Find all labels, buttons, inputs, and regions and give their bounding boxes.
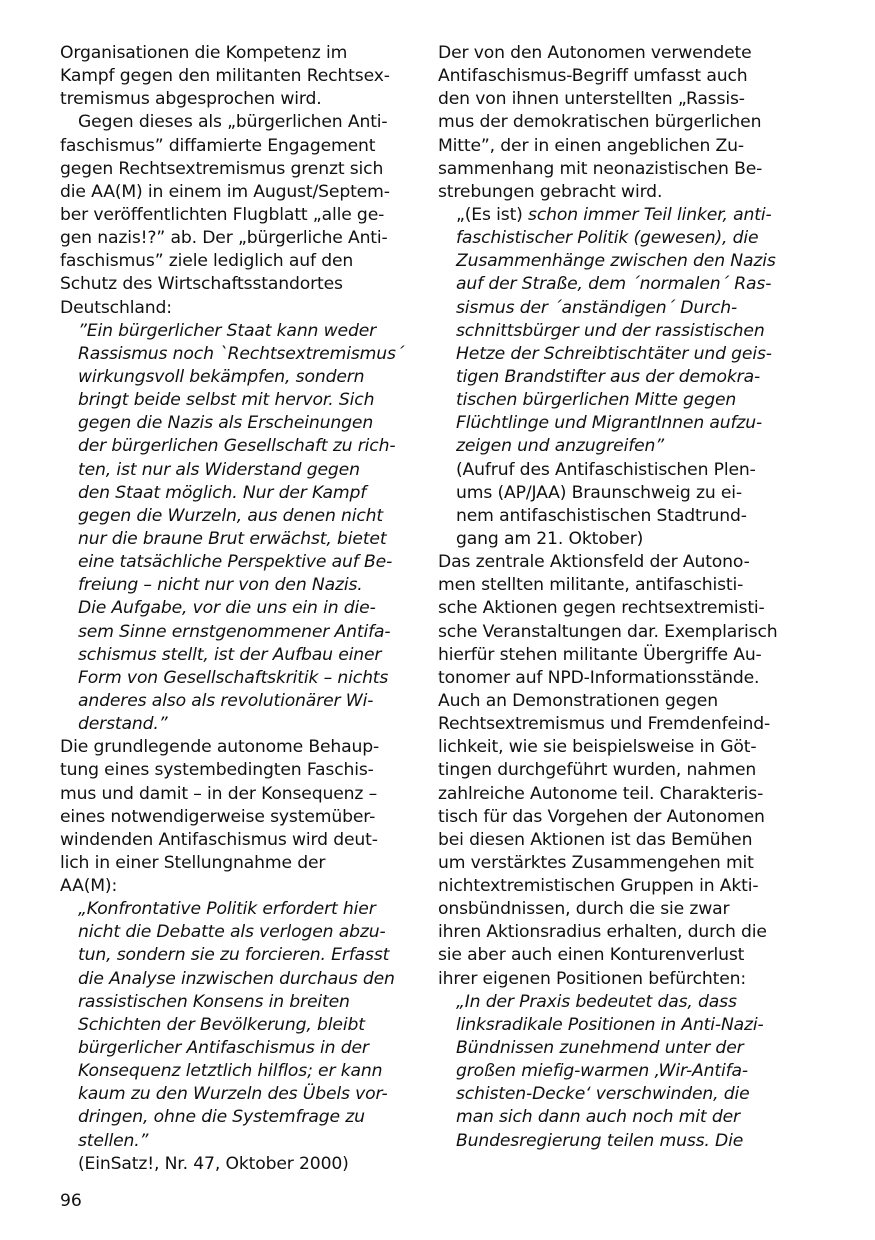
text-line: Die grundlegende autonome Behaup- bbox=[60, 737, 380, 758]
quote-line: Konsequenz letztlich hilflos; er kann bbox=[78, 1061, 383, 1082]
text-line: sche Veranstaltungen dar. Exemplarisch bbox=[438, 621, 778, 642]
right-quote-1 bbox=[438, 204, 783, 551]
quote-line: rassistischen Konsens in breiten bbox=[78, 991, 350, 1012]
quote-source: gang am 21. Oktober) bbox=[456, 528, 644, 549]
text-line: nichtextremistischen Gruppen in Akti- bbox=[438, 876, 759, 897]
text-line: den von ihnen unterstellten „Rassis- bbox=[438, 89, 745, 110]
text-line: Auch an Demonstrationen gegen bbox=[438, 690, 718, 711]
text-line: onsbündnissen, durch die sie zwar bbox=[438, 899, 730, 920]
quote-line: wirkungsvoll bekämpfen, sondern bbox=[78, 366, 365, 387]
text-line: Mitte”, der in einen angeblichen Zu- bbox=[438, 135, 744, 156]
text-line: faschismus” diffamierte Engagement bbox=[60, 135, 376, 156]
quote-line: kaum zu den Wurzeln des Übels vor- bbox=[78, 1084, 388, 1105]
text-line: sie aber auch einen Konturenverlust bbox=[438, 945, 745, 966]
quote-source: (EinSatz!, Nr. 47, Oktober 2000) bbox=[78, 1153, 349, 1174]
quote-line: derstand.” bbox=[78, 714, 168, 735]
right-paragraph-1 bbox=[438, 42, 783, 204]
quote-line: Die Aufgabe, vor die uns ein in die- bbox=[78, 598, 376, 619]
text-line: strebungen gebracht wird. bbox=[438, 181, 663, 202]
text-line: Rechtsextremismus und Fremdenfeind- bbox=[438, 714, 771, 735]
quote-first-line: schon immer Teil linker, anti- bbox=[528, 204, 772, 225]
text-line: um verstärktes Zusammengehen mit bbox=[438, 852, 754, 873]
quote-line: zeigen und anzugreifen” bbox=[456, 436, 665, 457]
quote-line: freiung – nicht nur von den Nazis. bbox=[78, 575, 363, 596]
text-line: windenden Antifaschismus wird deut- bbox=[60, 829, 378, 850]
quote-line: schismus stellt, ist der Aufbau einer bbox=[78, 644, 382, 665]
quote-line: Form von Gesellschaftskritik – nichts bbox=[78, 667, 389, 688]
quote-line: den Staat möglich. Nur der Kampf bbox=[78, 482, 367, 503]
quote-prefix: „(Es ist) bbox=[456, 204, 529, 225]
text-line: bei diesen Aktionen ist das Bemühen bbox=[438, 829, 753, 850]
text-line: lichkeit, wie sie beispielsweise in Göt- bbox=[438, 737, 757, 758]
text-line: hierfür stehen militante Übergriffe Au- bbox=[438, 644, 762, 665]
text-line: mus der demokratischen bürgerlichen bbox=[438, 112, 762, 133]
quote-line: Bundesregierung teilen muss. Die bbox=[456, 1130, 744, 1151]
quote-line: ten, ist nur als Widerstand gegen bbox=[78, 459, 360, 480]
quote-line: ”Ein bürgerlicher Staat kann weder bbox=[78, 320, 377, 341]
text-line: tremismus abgesprochen wird. bbox=[60, 89, 322, 110]
quote-line: tischen bürgerlichen Mitte gegen bbox=[456, 390, 737, 411]
quote-line: gegen die Nazis als Erscheinungen bbox=[78, 413, 374, 434]
text-line: men stellten militante, antifaschisti- bbox=[438, 575, 744, 596]
quote-source: ums (AP/JAA) Braunschweig zu ei- bbox=[456, 482, 742, 503]
quote-line: bringt beide selbst mit hervor. Sich bbox=[78, 390, 375, 411]
quote-line: man sich dann auch noch mit der bbox=[456, 1107, 740, 1128]
quote-line: „Konfrontative Politik erfordert hier bbox=[78, 899, 376, 920]
quote-line: Zusammenhänge zwischen den Nazis bbox=[456, 251, 776, 272]
quote-line: nur die braune Brut erwächst, bietet bbox=[78, 528, 387, 549]
text-line: tonomer auf NPD-Informationsstände. bbox=[438, 667, 760, 688]
text-line: sche Aktionen gegen rechtsextremisti- bbox=[438, 598, 765, 619]
quote-line: der bürgerlichen Gesellschaft zu rich- bbox=[78, 436, 396, 457]
quote-line: sismus der ´anständigen´ Durch- bbox=[456, 297, 738, 318]
quote-line: Schichten der Bevölkerung, bleibt bbox=[78, 1014, 365, 1035]
quote-line: dringen, ohne die Systemfrage zu bbox=[78, 1107, 365, 1128]
text-line: gen nazis!?” ab. Der „bürgerliche Anti- bbox=[60, 228, 388, 249]
text-line: Schutz des Wirtschaftsstandortes bbox=[60, 274, 343, 295]
left-paragraph-2 bbox=[60, 111, 405, 319]
quote-line: stellen.” bbox=[78, 1130, 149, 1151]
quote-line bbox=[438, 204, 783, 227]
text-line: zahlreiche Autonome teil. Charakteris- bbox=[438, 783, 764, 804]
text-line: lich in einer Stellungnahme der bbox=[60, 852, 326, 873]
quote-source: nem antifaschistischen Stadtrund- bbox=[456, 505, 747, 526]
quote-line: großen miefig-warmen ‚Wir-Antifa- bbox=[456, 1061, 748, 1082]
text-line: AA(M): bbox=[60, 876, 118, 897]
quote-line: schnittsbürger und der rassistischen bbox=[456, 320, 765, 341]
text-line: tingen durchgeführt wurden, nahmen bbox=[438, 760, 757, 781]
page-number: 96 bbox=[60, 1191, 82, 1211]
text-line: Der von den Autonomen verwendete bbox=[438, 43, 752, 63]
text-line: ber veröffentlichten Flugblatt „alle ge- bbox=[60, 204, 385, 225]
left-column bbox=[60, 42, 405, 1176]
quote-line: anderes also als revolutionärer Wi- bbox=[78, 690, 374, 711]
text-line: Organisationen die Kompetenz im bbox=[60, 43, 348, 63]
quote-line: auf der Straße, dem ´normalen´ Ras- bbox=[456, 274, 772, 295]
text-line: faschismus” ziele lediglich auf den bbox=[60, 251, 354, 272]
text-line: mus und damit – in der Konsequenz – bbox=[60, 783, 378, 804]
quote-line: eine tatsächliche Perspektive auf Be- bbox=[78, 552, 393, 573]
quote-line: „In der Praxis bedeutet das, dass bbox=[456, 991, 737, 1012]
quote-line: nicht die Debatte als verlogen abzu- bbox=[78, 922, 386, 943]
quote-line: tun, sondern sie zu forcieren. Erfasst bbox=[78, 945, 390, 966]
text-line: sammenhang mit neonazistischen Be- bbox=[438, 158, 763, 179]
text-line: tisch für das Vorgehen der Autonomen bbox=[438, 806, 765, 827]
right-quote-2 bbox=[438, 991, 783, 1153]
quote-line: sem Sinne ernstgenommener Antifa- bbox=[78, 621, 391, 642]
text-line: ihren Aktionsradius erhalten, durch die bbox=[438, 922, 767, 943]
quote-line: die Analyse inzwischen durchaus den bbox=[78, 968, 395, 989]
left-quote-2 bbox=[60, 898, 405, 1176]
text-line: ihrer eigenen Positionen befürchten: bbox=[438, 968, 747, 989]
text-line: die AA(M) in einem im August/Septem- bbox=[60, 181, 390, 202]
left-quote-1 bbox=[60, 320, 405, 737]
quote-line: Bündnissen zunehmend unter der bbox=[456, 1038, 744, 1059]
text-line: eines notwendigerweise systemüber- bbox=[60, 806, 376, 827]
text-line: gegen Rechtsextremismus grenzt sich bbox=[60, 158, 384, 179]
text-line: Antifaschismus-Begriff umfasst auch bbox=[438, 66, 748, 87]
quote-source: (Aufruf des Antifaschistischen Plen- bbox=[456, 459, 756, 480]
text-line: tung eines systembedingten Faschis- bbox=[60, 760, 374, 781]
quote-line: bürgerlicher Antifaschismus in der bbox=[78, 1038, 369, 1059]
left-paragraph-1 bbox=[60, 42, 405, 111]
quote-line: Hetze der Schreibtischtäter und geis- bbox=[456, 343, 772, 364]
right-paragraph-2 bbox=[438, 551, 783, 991]
right-column bbox=[438, 42, 783, 1153]
quote-line: faschistischer Politik (gewesen), die bbox=[456, 228, 759, 249]
text-line: Das zentrale Aktionsfeld der Autono- bbox=[438, 552, 750, 573]
quote-line: Rassismus noch `Rechtsextremismus´ bbox=[78, 343, 405, 364]
text-line: Kampf gegen den militanten Rechtsex- bbox=[60, 66, 390, 87]
quote-line: linksradikale Positionen in Anti-Nazi- bbox=[456, 1014, 764, 1035]
text-line: Gegen dieses als „bürgerlichen Anti- bbox=[78, 112, 388, 133]
quote-line: tigen Brandstifter aus der demokra- bbox=[456, 366, 761, 387]
quote-line: Flüchtlinge und MigrantInnen aufzu- bbox=[456, 413, 763, 434]
text-line: Deutschland: bbox=[60, 297, 172, 318]
quote-line: gegen die Wurzeln, aus denen nicht bbox=[78, 505, 383, 526]
left-paragraph-3 bbox=[60, 736, 405, 898]
quote-line: schisten-Decke‘ verschwinden, die bbox=[456, 1084, 750, 1105]
